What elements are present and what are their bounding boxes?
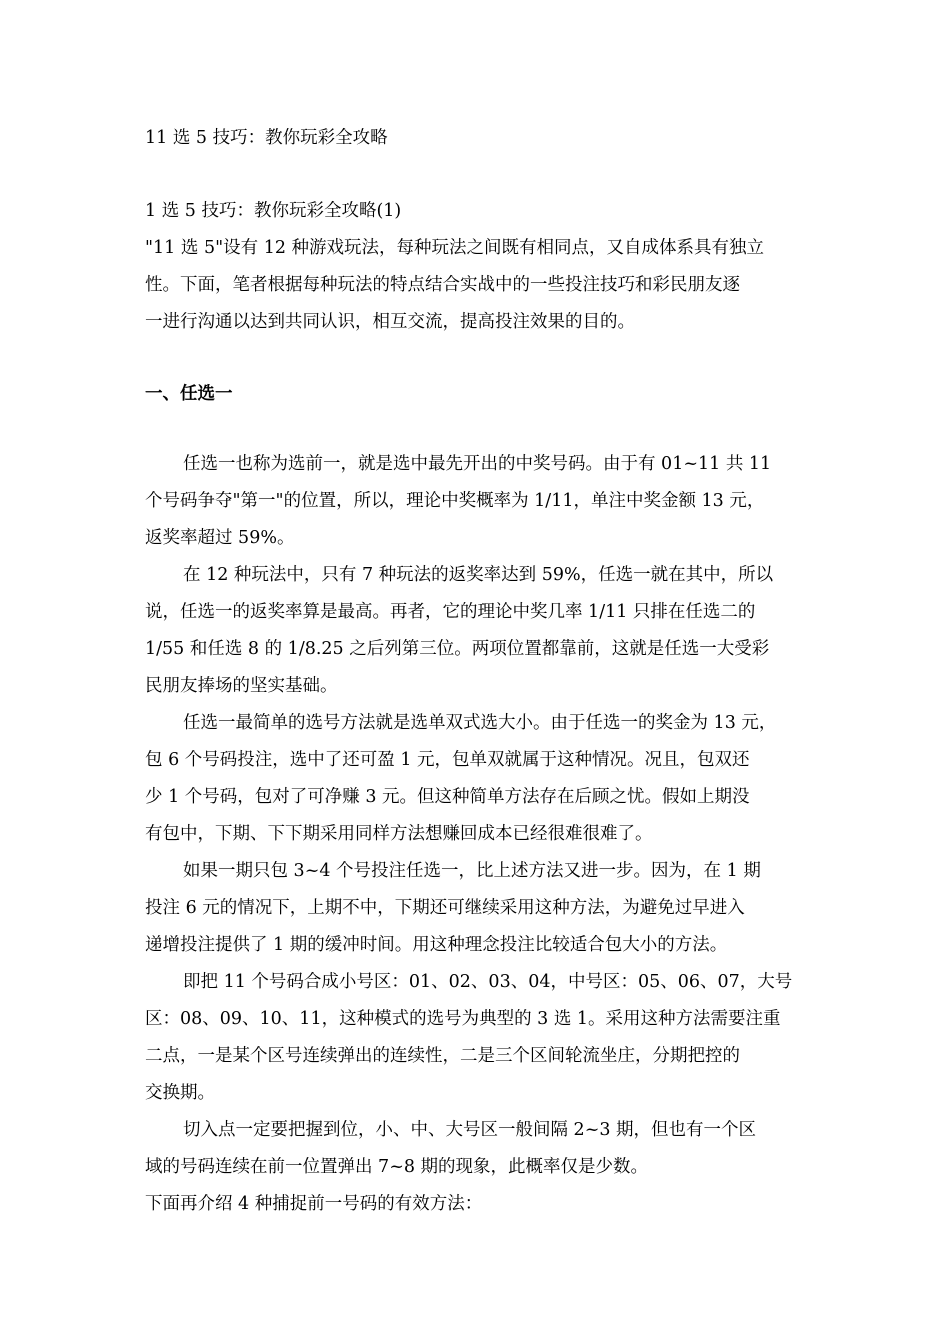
body-line: 任选一最简单的选号方法就是选单双式选大小。由于任选一的奖金为 13 元， xyxy=(183,713,777,733)
body-line: 民朋友捧场的坚实基础。 xyxy=(145,676,338,696)
intro-line: "11 选 5"设有 12 种游戏玩法，每种玩法之间既有相同点，又自成体系具有独立 xyxy=(145,238,765,258)
body-line: 任选一也称为选前一，就是选中最先开出的中奖号码。由于有 01~11 共 11 xyxy=(183,454,772,474)
body-line: 说，任选一的返奖率算是最高。再者，它的理论中奖几率 1/11 只排在任选二的 xyxy=(145,602,756,622)
body-line: 包 6 个号码投注，选中了还可盈 1 元，包单双就属于这种情况。况且，包双还 xyxy=(145,750,750,770)
intro-line: 一进行沟通以达到共同认识，相互交流，提高投注效果的目的。 xyxy=(145,312,635,332)
body-line: 少 1 个号码，包对了可净赚 3 元。但这种简单方法存在后顾之忧。假如上期没 xyxy=(145,787,750,807)
body-text xyxy=(145,446,810,1223)
section-heading: 一、任选一 xyxy=(145,384,233,404)
body-line: 返奖率超过 59%。 xyxy=(145,528,295,548)
body-line: 区：08、09、10、11，这种模式的选号为典型的 3 选 1。采用这种方法需要注重 xyxy=(145,1009,781,1029)
body-line: 切入点一定要把握到位，小、中、大号区一般间隔 2~3 期，但也有一个区 xyxy=(183,1120,757,1140)
body-line: 二点，一是某个区号连续弹出的连续性，二是三个区间轮流坐庄，分期把控的 xyxy=(145,1046,740,1066)
body-line: 有包中，下期、下下期采用同样方法想赚回成本已经很难很难了。 xyxy=(145,824,653,844)
body-line: 递增投注提供了 1 期的缓冲时间。用这种理念投注比较适合包大小的方法。 xyxy=(145,935,728,955)
body-line: 个号码争夺"第一"的位置，所以，理论中奖概率为 1/11，单注中奖金额 13 元， xyxy=(145,491,765,511)
body-line: 投注 6 元的情况下，上期不中，下期还可继续采用这种方法，为避免过早进入 xyxy=(145,898,745,918)
body-line: 在 12 种玩法中，只有 7 种玩法的返奖率达到 59%，任选一就在其中，所以 xyxy=(183,565,774,585)
intro-line: 性。下面，笔者根据每种玩法的特点结合实战中的一些投注技巧和彩民朋友逐 xyxy=(145,275,740,295)
document-subtitle: 1 选 5 技巧：教你玩彩全攻略(1) xyxy=(145,201,402,221)
body-line: 如果一期只包 3~4 个号投注任选一，比上述方法又进一步。因为，在 1 期 xyxy=(183,861,761,881)
body-line: 即把 11 个号码合成小号区：01、02、03、04，中号区：05、06、07，大号 xyxy=(183,972,793,992)
body-line: 交换期。 xyxy=(145,1083,215,1103)
body-line: 1/55 和任选 8 的 1/8.25 之后列第三位。两项位置都靠前，这就是任选一大受彩 xyxy=(145,639,770,659)
document-title: 11 选 5 技巧：教你玩彩全攻略 xyxy=(145,128,388,148)
body-line: 域的号码连续在前一位置弹出 7~8 期的现象，此概率仅是少数。 xyxy=(145,1157,649,1177)
body-line: 下面再介绍 4 种捕捉前一号码的有效方法： xyxy=(145,1194,483,1214)
intro-paragraph xyxy=(145,230,810,341)
